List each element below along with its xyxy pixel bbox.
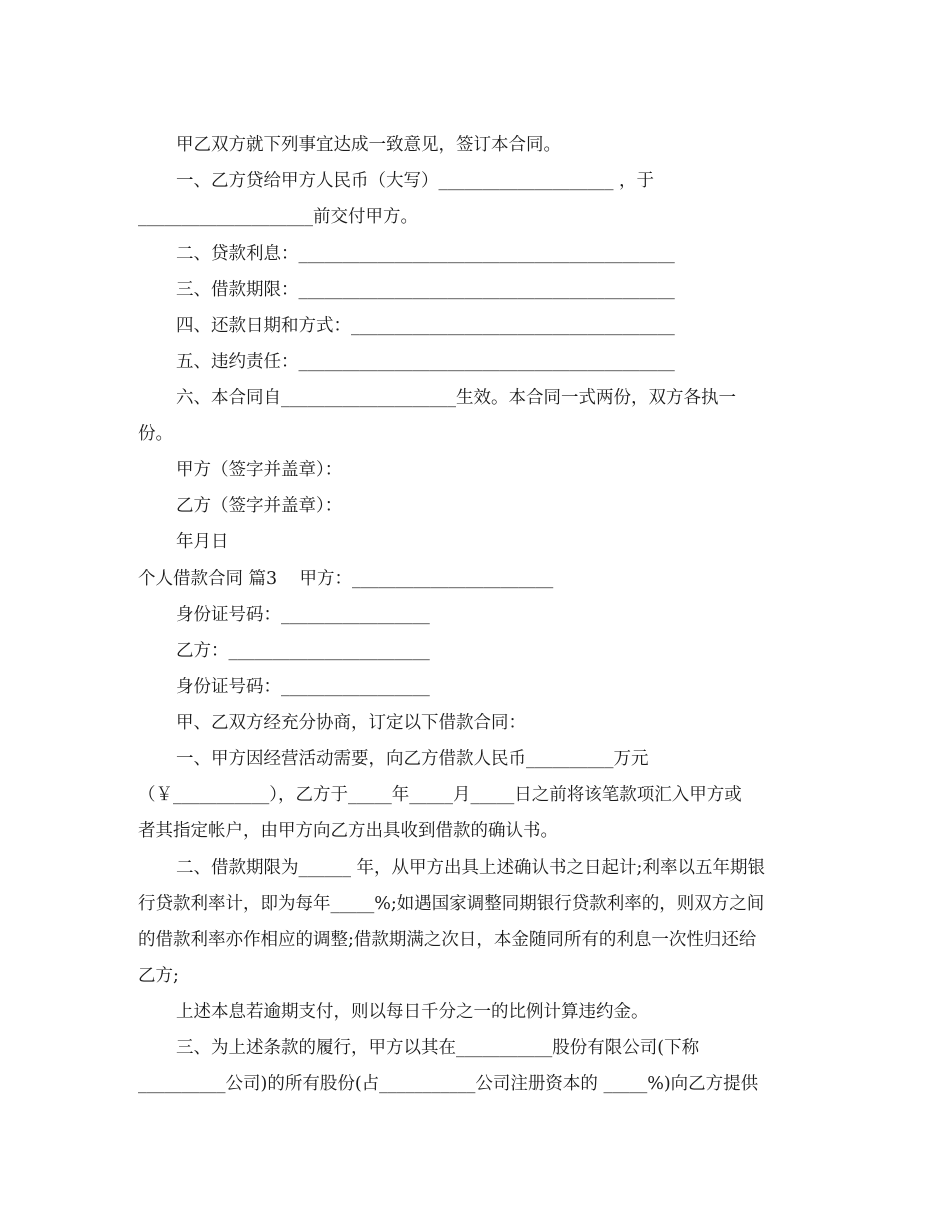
- clause-6-effective: 六、本合同自____________________生效。本合同一式两份，双方各执一: [176, 388, 736, 408]
- clause-5-liability: 五、违约责任：___________________________________________: [176, 352, 675, 372]
- clause-1-delivery: ____________________前交付甲方。: [138, 207, 418, 227]
- article-2-adjustment: 的借款利率亦作相应的调整;借款期满之次日，本金随同所有的利息一次性归还给: [138, 930, 757, 950]
- agreement-intro: 甲乙双方就下列事宜达成一致意见，签订本合同。: [176, 135, 561, 155]
- signature-date: 年月日: [176, 532, 229, 552]
- article-2-end: 乙方;: [138, 966, 179, 986]
- article-1-loan: 一、甲方因经营活动需要，向乙方借款人民币__________万元: [176, 749, 649, 769]
- clause-2-interest: 二、贷款利息：___________________________________________: [176, 244, 675, 264]
- clause-1-loan-amount: 一、乙方贷给甲方人民币（大写）____________________ ，于: [176, 171, 655, 191]
- article-3-guarantee: 三、为上述条款的履行，甲方以其在___________股份有限公司(下称: [176, 1038, 700, 1058]
- contract-3-heading: 个人借款合同 篇3 甲方：_______________________: [138, 569, 554, 589]
- overdue-penalty: 上述本息若逾期支付，则以每日千分之一的比例计算违约金。: [176, 1002, 649, 1022]
- party-a-id-number: 身份证号码：_________________: [176, 605, 430, 625]
- clause-6-continued: 份。: [138, 424, 173, 444]
- party-a-signature: 甲方（签字并盖章）：: [176, 460, 343, 480]
- article-1-amount-date: （￥___________），乙方于_____年_____月_____日之前将该笔款项汇入甲方或: [138, 785, 742, 805]
- article-3-shares: __________公司)的所有股份(占___________公司注册资本的 _____%)向乙方提供: [138, 1074, 759, 1094]
- clause-3-term: 三、借款期限：___________________________________________: [176, 280, 675, 300]
- party-b-id-number: 身份证号码：_________________: [176, 677, 430, 697]
- clause-4-repayment: 四、还款日期和方式：_____________________________________: [176, 316, 675, 336]
- article-2-term: 二、借款期限为______ 年，从甲方出具上述确认书之日起计;利率以五年期银: [176, 858, 765, 878]
- article-2-rate: 行贷款利率计，即为每年_____%;如遇国家调整同期银行贷款利率的，则双方之间: [138, 894, 765, 914]
- party-b-name: 乙方：_______________________: [176, 641, 430, 661]
- article-1-account: 者其指定帐户，由甲方向乙方出具收到借款的确认书。: [138, 821, 558, 841]
- consultation-statement: 甲、乙双方经充分协商，订定以下借款合同：: [176, 713, 526, 733]
- party-b-signature: 乙方（签字并盖章）：: [176, 496, 343, 516]
